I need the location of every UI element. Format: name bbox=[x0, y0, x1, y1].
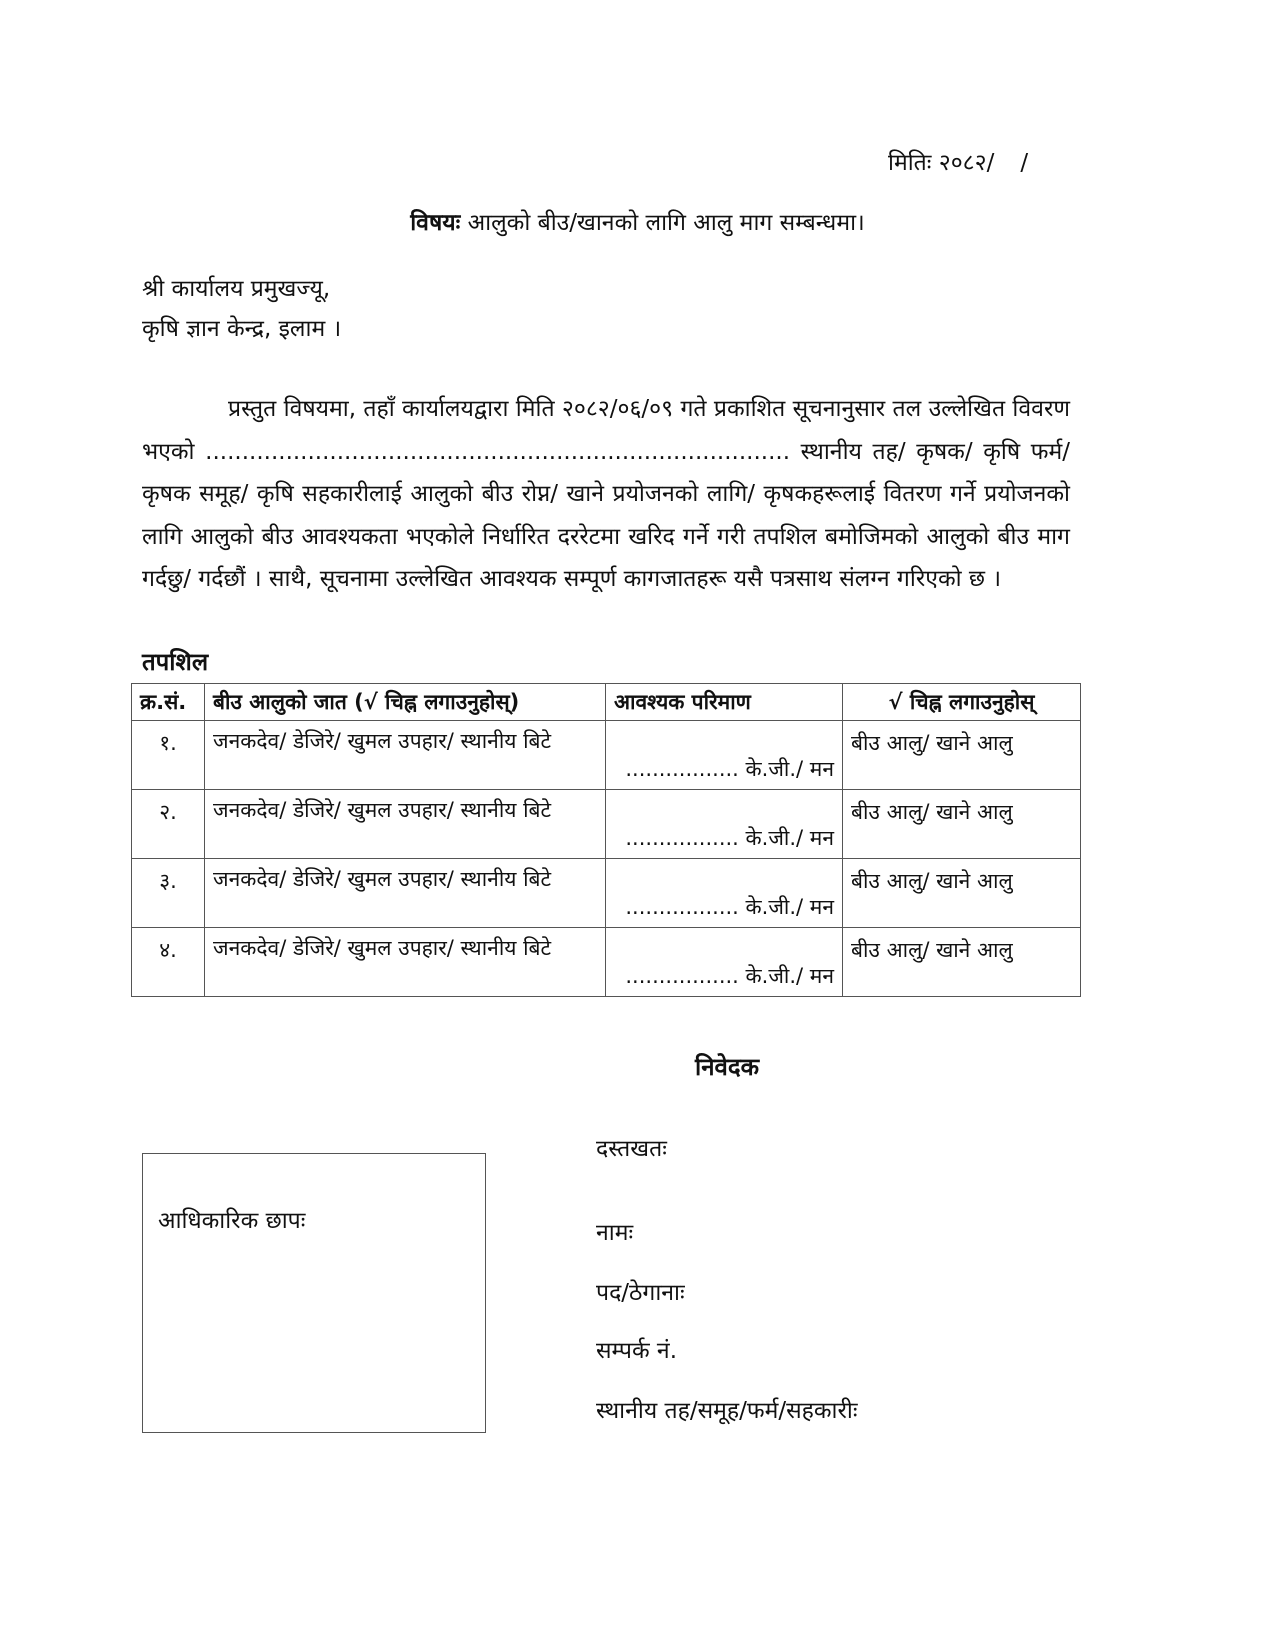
cell-serial: १. bbox=[132, 721, 205, 790]
body-paragraph bbox=[142, 388, 1070, 601]
header-variety: बीउ आलुको जात (√ चिह्न लगाउनुहोस्) bbox=[205, 684, 606, 721]
cell-serial: ३. bbox=[132, 859, 205, 928]
date-value: २०८२/ bbox=[938, 150, 995, 176]
details-table bbox=[131, 683, 1081, 997]
subject-text: आलुको बीउ/खानको लागि आलु माग सम्बन्धमा। bbox=[467, 210, 865, 236]
subject-label: विषयः bbox=[410, 210, 461, 236]
cell-quantity[interactable]: ................. के.जी./ मन bbox=[606, 859, 843, 928]
header-use: √ चिह्न लगाउनुहोस् bbox=[843, 684, 1081, 721]
cell-serial: २. bbox=[132, 790, 205, 859]
cell-quantity[interactable]: ................. के.जी./ मन bbox=[606, 721, 843, 790]
details-heading: तपशिल bbox=[142, 648, 209, 676]
cell-quantity[interactable]: ................. के.जी./ मन bbox=[606, 790, 843, 859]
organization-field[interactable]: स्थानीय तह/समूह/फर्म/सहकारीः bbox=[596, 1398, 858, 1424]
header-serial: क्र.सं. bbox=[132, 684, 205, 721]
table-row bbox=[132, 859, 1081, 928]
date-line bbox=[888, 152, 1028, 175]
subject-line bbox=[0, 212, 1275, 235]
name-field[interactable]: नामः bbox=[596, 1220, 634, 1246]
header-quantity: आवश्यक परिमाण bbox=[606, 684, 843, 721]
table-header-row bbox=[132, 684, 1081, 721]
body-paragraph-text: प्रस्तुत विषयमा, तहाँ कार्यालयद्वारा मिति २०८२/०६/०९ गते प्रकाशित सूचनानुसार तल उल्लेखित विवरण भएको ................................................................................ स्थानीय तह/ कृषक/ कृषि फर्म/ कृषक समूह/ कृषि सहकारीलाई आलुको बीउ रोप्न/ खाने प्रयोजनको लागि/ कृषकहरूलाई वितरण गर्ने प्रयोजनको लागि आलुको बीउ आवश्यकता भएकोले निर्धारित दररेटमा खरिद गर्ने गरी तपशिल बमोजिमको आलुको बीउ माग गर्दछु/ गर्दछौं । साथै, सूचनामा उल्लेखित आवश्यक सम्पूर्ण कागजातहरू यसै पत्रसाथ संलग्न गरिएको छ । bbox=[142, 396, 1070, 592]
cell-variety[interactable]: जनकदेव/ डेजिरे/ खुमल उपहार/ स्थानीय बिटे bbox=[205, 790, 606, 859]
cell-serial: ४. bbox=[132, 928, 205, 997]
signature-field[interactable]: दस्तखतः bbox=[596, 1136, 667, 1162]
cell-use[interactable]: बीउ आलु/ खाने आलु bbox=[843, 721, 1081, 790]
cell-use[interactable]: बीउ आलु/ खाने आलु bbox=[843, 790, 1081, 859]
position-address-field[interactable]: पद/ठेगानाः bbox=[596, 1280, 685, 1306]
contact-number-field[interactable]: सम्पर्क नं. bbox=[596, 1338, 678, 1364]
addressee-line-2: कृषि ज्ञान केन्द्र, इलाम । bbox=[142, 316, 342, 342]
cell-quantity[interactable]: ................. के.जी./ मन bbox=[606, 928, 843, 997]
official-stamp-label: आधिकारिक छापः bbox=[158, 1208, 306, 1234]
table-row bbox=[132, 790, 1081, 859]
cell-variety[interactable]: जनकदेव/ डेजिरे/ खुमल उपहार/ स्थानीय बिटे bbox=[205, 859, 606, 928]
cell-use[interactable]: बीउ आलु/ खाने आलु bbox=[843, 928, 1081, 997]
cell-variety[interactable]: जनकदेव/ डेजिरे/ खुमल उपहार/ स्थानीय बिटे bbox=[205, 928, 606, 997]
cell-use[interactable]: बीउ आलु/ खाने आलु bbox=[843, 859, 1081, 928]
addressee-line-1: श्री कार्यालय प्रमुखज्यू, bbox=[142, 276, 331, 302]
official-stamp-box bbox=[142, 1153, 486, 1433]
date-label: मितिः bbox=[888, 150, 932, 176]
applicant-heading: निवेदक bbox=[695, 1053, 760, 1081]
table-row bbox=[132, 928, 1081, 997]
table-row bbox=[132, 721, 1081, 790]
date-suffix: / bbox=[1020, 150, 1029, 176]
cell-variety[interactable]: जनकदेव/ डेजिरे/ खुमल उपहार/ स्थानीय बिटे bbox=[205, 721, 606, 790]
